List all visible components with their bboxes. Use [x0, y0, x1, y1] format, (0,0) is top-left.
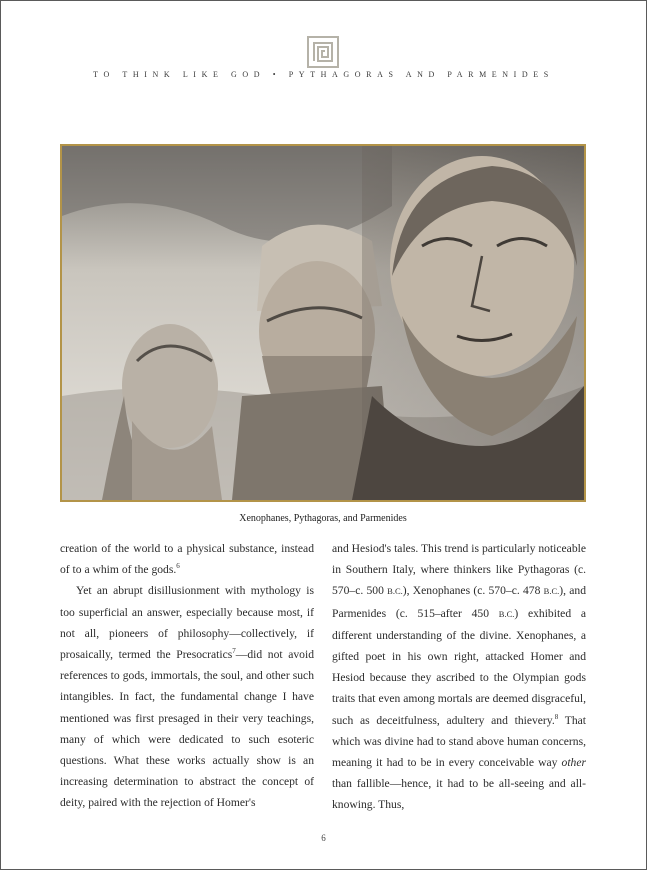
paragraph-text: ), and Parmenides (c. 515–after 450: [332, 584, 587, 620]
text-column-left: [60, 538, 314, 814]
paragraph-text: ) exhibited a different understanding of the divine. Xenophanes, a gifted poet in his own right, attacked Homer and Hesiod because they ascribed to the Olympian gods traits that even among mortals are deemed disgraceful, such as deceitfulness, adultery and thievery.: [332, 606, 587, 727]
paragraph-text: Yet an abrupt disillusionment with mythology is too superficial an answer, especially because most, if not all, pioneers of philosophy—collectively, if prosaically, termed the Presocratics: [60, 584, 314, 662]
era-abbreviation: B.C.: [543, 586, 560, 597]
philosophers-sketch-image: [62, 146, 584, 500]
emphasis-text: other: [561, 756, 586, 770]
paragraph: [60, 538, 314, 580]
figure-illustration: [60, 144, 586, 502]
paragraph-text: creation of the world to a physical substance, instead of to a whim of the gods.: [60, 542, 314, 577]
paragraph-text: That which was divine had to stand above human concerns, meaning it had to be in every conceivable way: [332, 713, 586, 770]
paragraph-text: —did not avoid references to gods, immortals, the soul, and other such intangibles. In fact, the fundamental change I have mentioned was first presaged in their very teachings, many of which were dedicated to such esoteric questions. What these works actually show is an increasing determination to abstract the concept of deity, paired with the rejection of Homer's: [60, 648, 314, 810]
footnote-marker: 6: [176, 562, 180, 571]
paragraph-text: ), Xenophanes (c. 570–c. 478: [402, 584, 544, 598]
era-abbreviation: B.C.: [498, 608, 515, 619]
era-abbreviation: B.C.: [387, 586, 403, 597]
running-head: TO THINK LIKE GOD • PYTHAGORAS AND PARMENIDES: [93, 70, 554, 79]
footnote-marker: 7: [232, 647, 236, 656]
text-column-right: [332, 538, 586, 816]
figure-caption: Xenophanes, Pythagoras, and Parmenides: [239, 513, 407, 524]
greek-key-square-icon: [307, 36, 339, 68]
paragraph: [332, 538, 586, 816]
paragraph-text: than fallible—hence, it had to be all-seeing and all-knowing. Thus,: [332, 777, 586, 812]
paragraph-text: and Hesiod's tales. This trend is particularly noticeable in Southern Italy, where thinkers like Pythagoras (c. 570–c. 500: [332, 542, 586, 598]
paragraph: [60, 580, 314, 813]
footnote-marker: 8: [554, 712, 559, 721]
page-number: 6: [321, 833, 326, 843]
